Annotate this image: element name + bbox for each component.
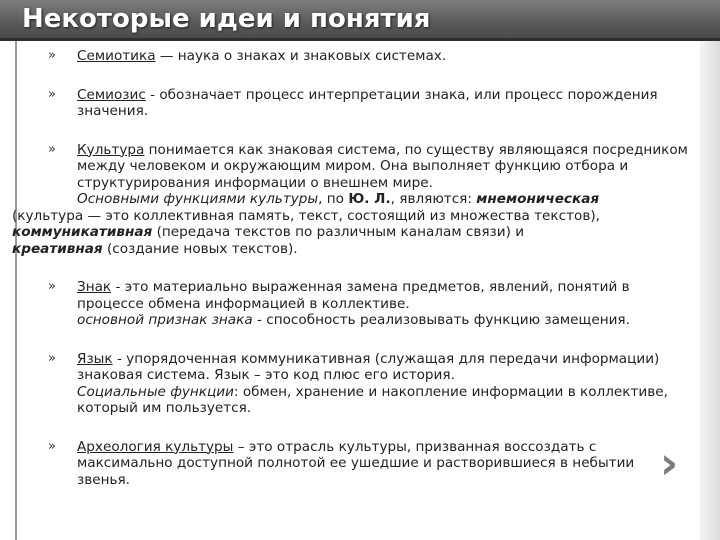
definition-semiosis: - обозначает процесс интерпретации знака, или процесс порождения значения. — [77, 86, 658, 119]
definition-culture: понимается как знаковая система, по существу являющаяся посредником между человеком и окружающим миром. Она выполняет функцию отбора и структурирования информации о внешнем мире. — [77, 141, 688, 191]
functions-connector: , по — [318, 191, 349, 207]
double-chevron-bullet-icon: » — [48, 141, 56, 157]
list-item-archaeology — [40, 439, 690, 489]
term-semiosis: Семиозис — [77, 86, 146, 103]
list-item-sign — [40, 279, 690, 329]
right-shade-panel — [700, 41, 720, 540]
double-chevron-bullet-icon: » — [48, 279, 56, 294]
list-item-culture — [12, 141, 690, 258]
culture-functions-line — [40, 191, 690, 208]
list-item-semiotics — [40, 48, 690, 65]
item-text — [40, 87, 690, 120]
functions-connector-2: , являются: — [390, 191, 477, 207]
double-chevron-bullet-icon: » — [48, 48, 56, 63]
definition-language: - упорядоченная коммуникативная (служащая для передачи информации) знаковая система. Язык – это код плюс его история. — [77, 350, 660, 383]
item-text — [40, 279, 690, 312]
sign-feature-label: основной признак знака — [77, 312, 253, 328]
language-functions-line — [40, 384, 690, 417]
functions-heading: Основными функциями культуры — [77, 191, 319, 207]
definition-sign: - это материально выраженная замена предметов, явлений, понятий в процессе обмена информацией в коллективе. — [77, 279, 630, 312]
item-text — [40, 48, 690, 65]
double-chevron-bullet-icon: » — [48, 438, 56, 454]
item-text — [40, 351, 690, 384]
item-text — [40, 439, 690, 489]
author-name: Ю. Л. — [348, 191, 391, 207]
double-chevron-bullet-icon: » — [48, 350, 56, 366]
item-text — [40, 142, 690, 192]
creative-description: (создание новых текстов). — [102, 240, 298, 257]
term-sign: Знак — [77, 279, 112, 295]
function-creative: креативная — [12, 240, 103, 257]
definition-archaeology: – это отрасль культуры, призванная воссоздать с максимально доступной полнотой ее ушедшие и растворившиеся в небытии звенья. — [77, 438, 635, 488]
social-functions-label: Социальные функции — [77, 383, 234, 400]
term-language: Язык — [77, 350, 113, 367]
title-bar — [0, 0, 720, 41]
term-semiotics: Семиотика — [77, 48, 156, 64]
function-mnemonic: мнемоническая — [476, 191, 600, 207]
term-culture: Культура — [77, 141, 145, 158]
communicative-description: (передача текстов по различным каналам связи) и — [152, 224, 525, 240]
social-functions-text: : обмен, хранение и накопление информации в коллективе, который им пользуется. — [77, 383, 668, 416]
double-chevron-bullet-icon: » — [48, 86, 56, 102]
term-archaeology: Археология культуры — [77, 438, 234, 455]
chevron-right-icon[interactable]: › — [660, 438, 679, 489]
left-divider — [15, 41, 17, 540]
sign-feature-line — [40, 312, 690, 329]
list-item-language — [40, 351, 690, 417]
mnemonic-description: (культура — это коллективная память, текст, состоящий из множества текстов), — [12, 207, 600, 224]
slide-title: Некоторые идеи и понятия — [22, 4, 431, 34]
definition-semiotics: — наука о знаках и знаковых системах. — [155, 48, 447, 64]
slide-body — [12, 48, 690, 510]
function-communicative: коммуникативная — [12, 224, 153, 240]
culture-functions-desc — [8, 208, 690, 258]
list-item-semiosis — [40, 87, 690, 120]
sign-feature-text: - способность реализовывать функцию замещения. — [252, 312, 630, 328]
